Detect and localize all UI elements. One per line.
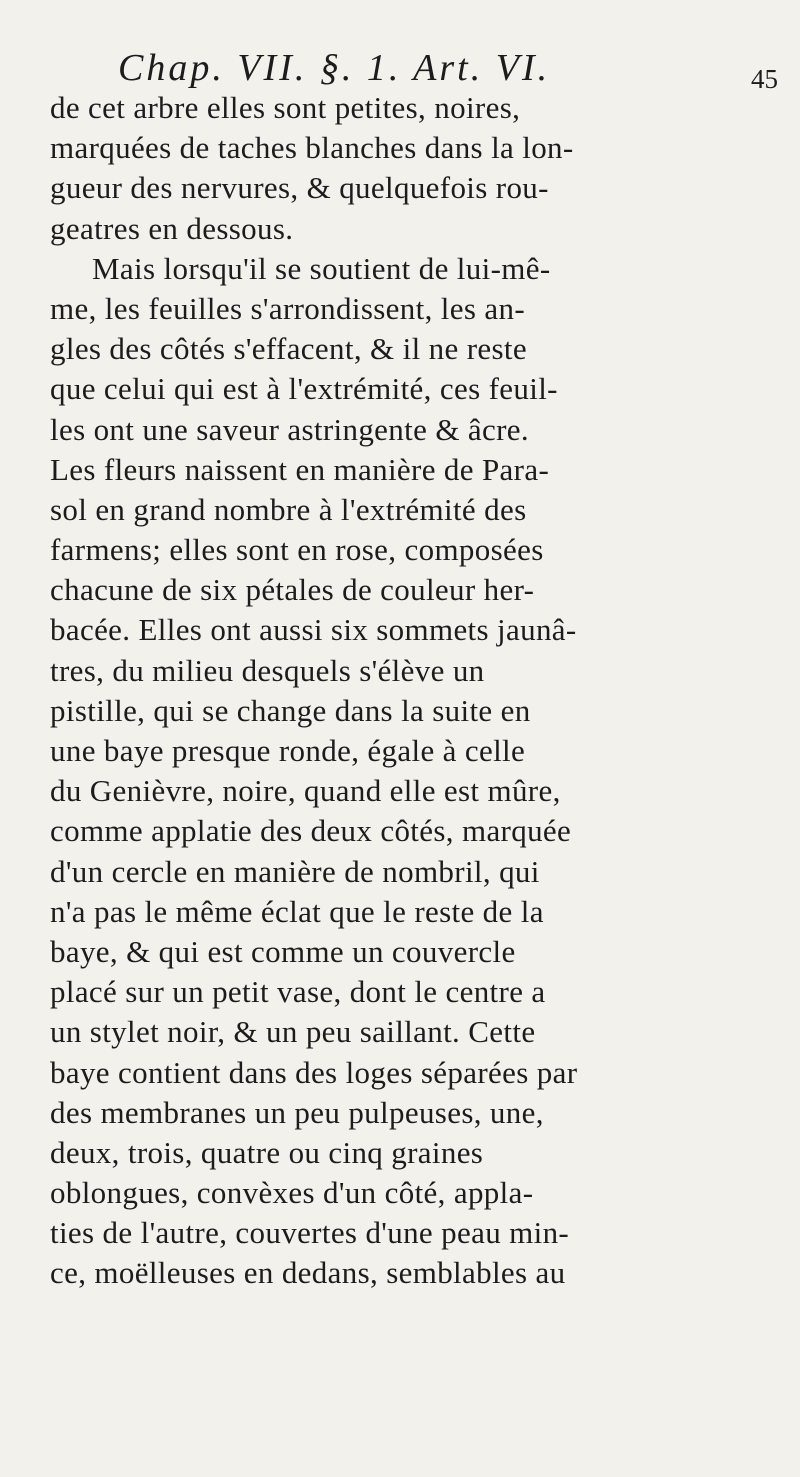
- text-line: de cet arbre elles sont petites, noires,: [50, 90, 521, 125]
- text-line: un stylet noir, & un peu saillant. Cette: [50, 1014, 536, 1050]
- text-line: chacune de six pétales de couleur her-: [50, 572, 535, 608]
- text-line: geatres en dessous.: [50, 210, 294, 246]
- text-line: d'un cercle en manière de nombril, qui: [50, 853, 540, 889]
- text-line: gles des côtés s'effacent, & il ne reste: [50, 331, 527, 367]
- text-line: du Genièvre, noire, quand elle est mûre,: [50, 773, 561, 809]
- text-line: tres, du milieu desquels s'élève un: [50, 652, 485, 688]
- text-line: oblongues, convèxes d'un côté, appla-: [50, 1175, 534, 1211]
- text-line: Mais lorsqu'il se soutient de lui-mê-: [92, 250, 551, 286]
- text-line: des membranes un peu pulpeuses, une,: [50, 1094, 544, 1130]
- text-line: baye contient dans des loges séparées par: [50, 1054, 578, 1090]
- running-head: Chap. VII. §. 1. Art. VI.: [118, 47, 551, 89]
- text-line: pistille, qui se change dans la suite en: [50, 692, 531, 728]
- body-text: [50, 88, 785, 1294]
- text-line: comme applatie des deux côtés, marquée: [50, 813, 572, 849]
- text-line: baye, & qui est comme un couvercle: [50, 933, 516, 969]
- text-line: marquées de taches blanches dans la lon-: [50, 130, 574, 166]
- text-line: Les fleurs naissent en manière de Para-: [50, 451, 550, 487]
- text-line: me, les feuilles s'arrondissent, les an-: [50, 290, 525, 326]
- text-line: ce, moëlleuses en dedans, semblables au: [50, 1255, 566, 1291]
- text-line: n'a pas le même éclat que le reste de la: [50, 893, 544, 929]
- text-line: que celui qui est à l'extrémité, ces feuil-: [50, 371, 558, 407]
- text-line: gueur des nervures, & quelquefois rou-: [50, 170, 549, 206]
- text-line: bacée. Elles ont aussi six sommets jaunâ-: [50, 612, 577, 648]
- text-line: deux, trois, quatre ou cinq graines: [50, 1134, 484, 1170]
- text-line: sol en grand nombre à l'extrémité des: [50, 491, 527, 527]
- text-line: placé sur un petit vase, dont le centre a: [50, 974, 546, 1010]
- text-line: ties de l'autre, couvertes d'une peau min-: [50, 1215, 570, 1251]
- text-line: une baye presque ronde, égale à celle: [50, 733, 526, 768]
- text-line: les ont une saveur astringente & âcre.: [50, 411, 529, 447]
- page-number: 45: [751, 64, 778, 94]
- text-line: farmens; elles sont en rose, composées: [50, 532, 544, 568]
